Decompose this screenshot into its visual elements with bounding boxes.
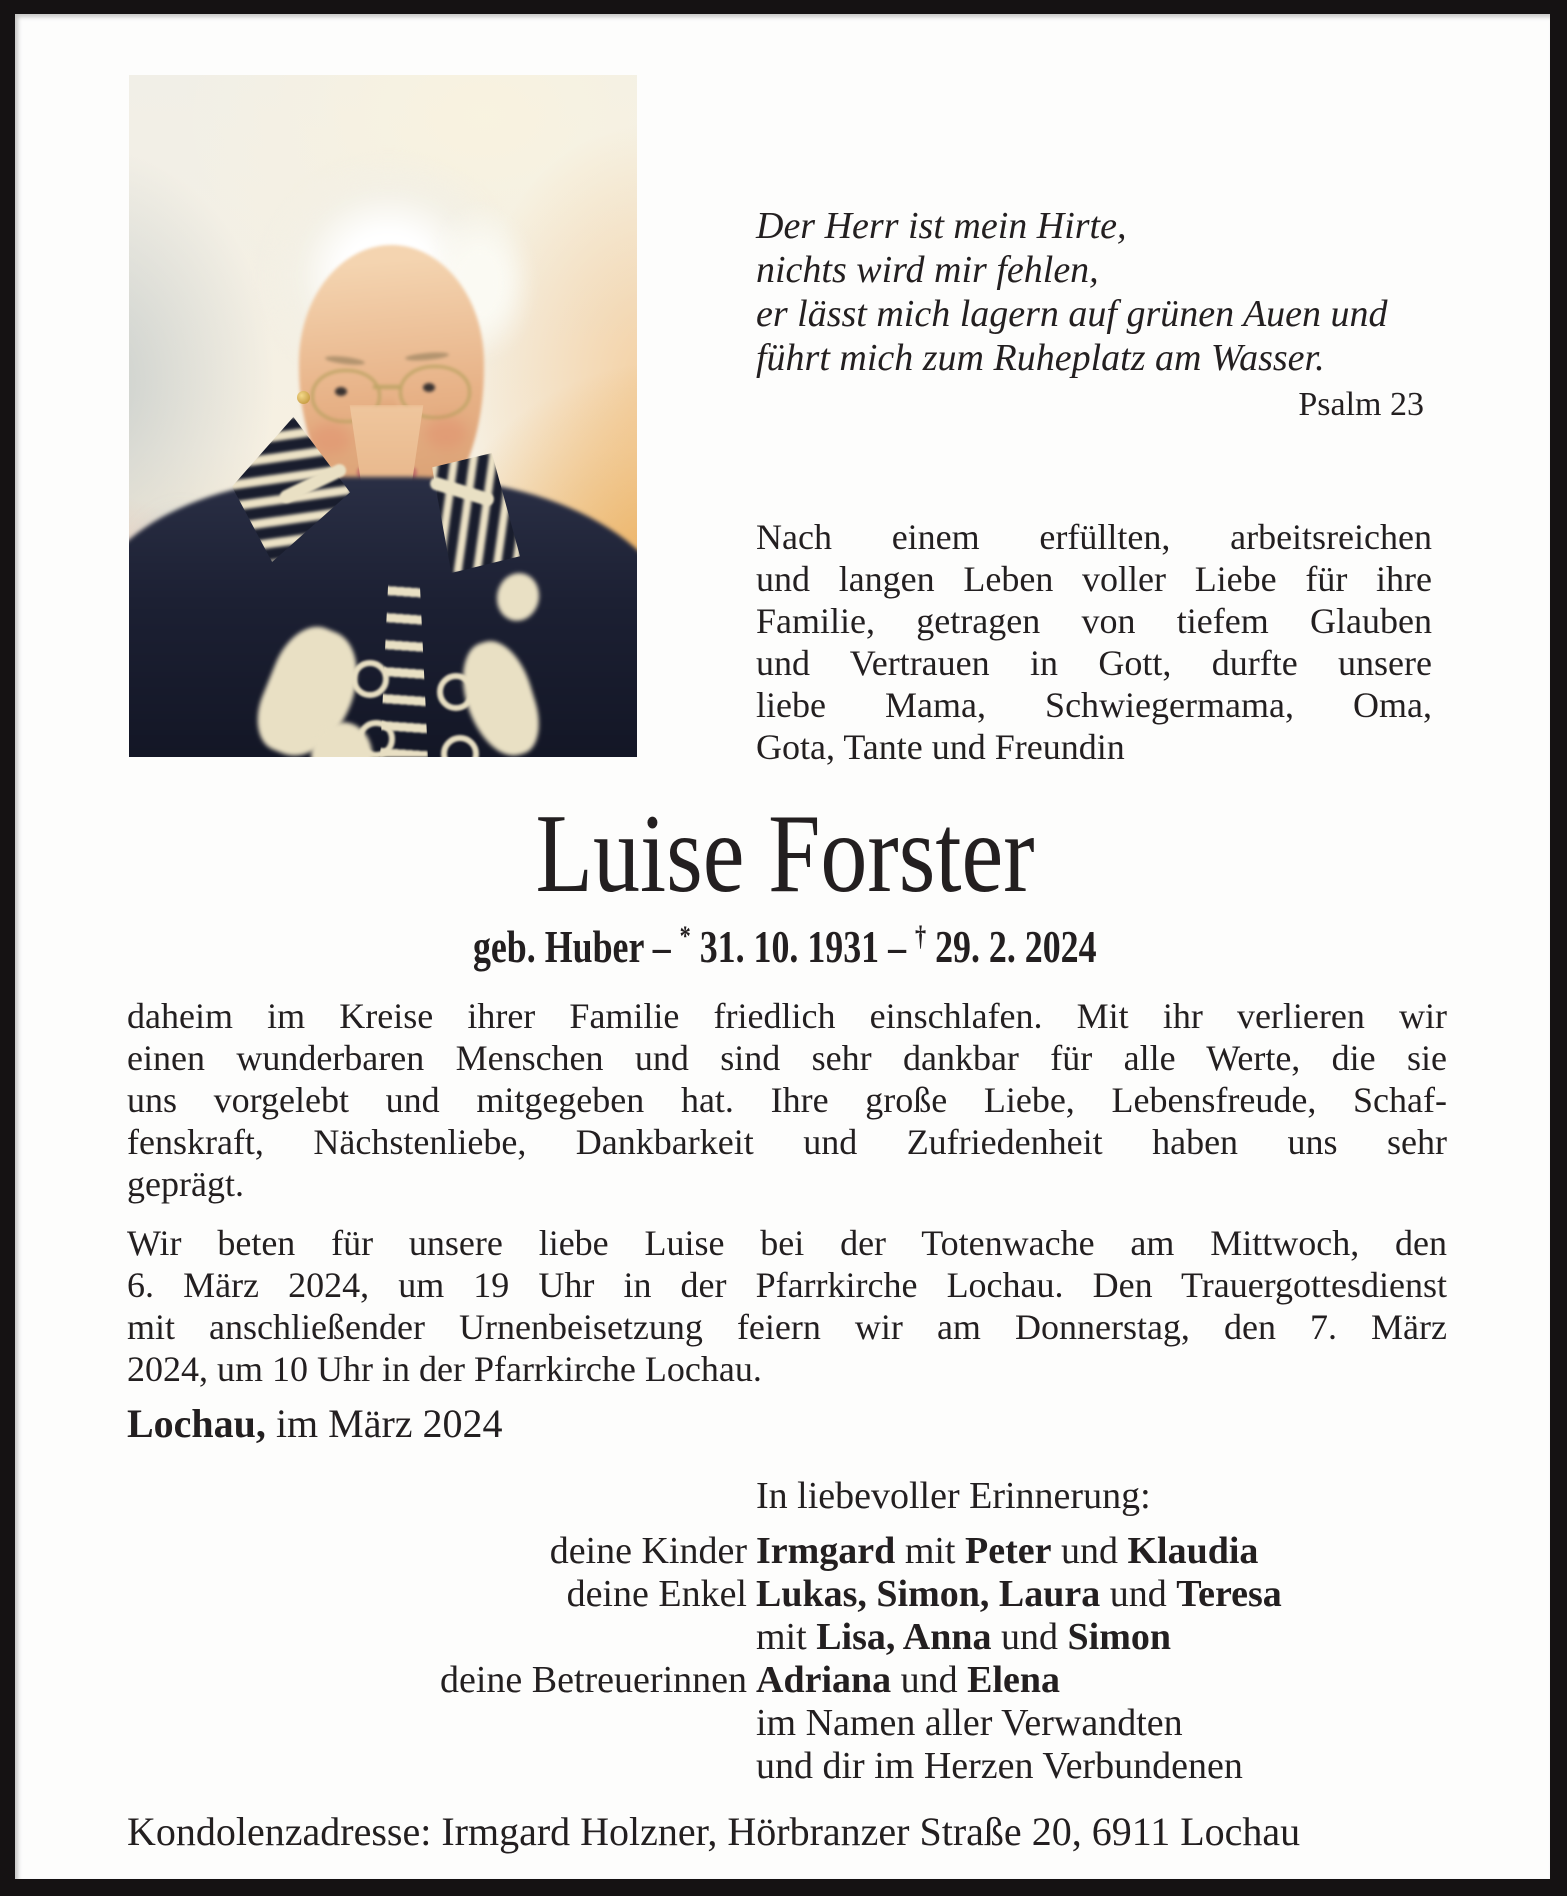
text-line: liebe Mama, Schwiegermama, Oma, — [756, 685, 1432, 725]
memoriam-person-name: Lisa, Anna — [816, 1616, 992, 1658]
memoriam-person-name: Simon — [1067, 1616, 1171, 1658]
earring — [297, 391, 310, 404]
memoriam-person-name: Teresa — [1176, 1573, 1282, 1615]
memoriam-label — [127, 1616, 756, 1659]
text-line: Der Herr ist mein Hirte, — [756, 205, 1127, 247]
memoriam-row — [127, 1530, 1457, 1573]
text-line: Nach einem erfüllten, arbeitsreichen — [756, 517, 1432, 557]
text-line: nichts wird mir fehlen, — [756, 249, 1099, 291]
memoriam-person-name: Peter — [965, 1530, 1052, 1572]
text-line: fenskraft, Nächstenliebe, Dankbarkeit und Zufriedenheit haben uns sehr — [127, 1122, 1447, 1162]
memoriam-title: In liebevoller Erinnerung: — [756, 1475, 1151, 1517]
obituary-paragraph-1 — [127, 995, 1447, 1205]
memoriam-connector-text: mit — [895, 1530, 965, 1572]
psalm-attribution: Psalm 23 — [1298, 386, 1424, 423]
memoriam-person-name: Adriana — [756, 1659, 892, 1701]
memoriam-names — [756, 1573, 1457, 1616]
maiden-name: geb. Huber – — [473, 921, 680, 972]
birth-symbol: * — [679, 921, 691, 953]
dateline-place: Lochau, — [127, 1401, 266, 1446]
memoriam-label: deine Kinder — [549, 1530, 747, 1572]
deceased-name-text: Luise Forster — [535, 792, 1035, 916]
memoriam-person-name: Irmgard — [756, 1530, 896, 1572]
psalm-quote — [756, 204, 1432, 380]
memoriam-row — [127, 1702, 1457, 1745]
portrait-photo — [129, 75, 637, 757]
text-line: Wir beten für unsere liebe Luise bei der Totenwache am Mittwoch, den — [127, 1223, 1447, 1263]
memoriam-connector-text: und — [1051, 1530, 1128, 1572]
memoriam-connector-text: und — [891, 1659, 968, 1701]
memoriam-connector-text: und — [991, 1616, 1068, 1658]
text-line: Gota, Tante und Freundin — [756, 727, 1125, 767]
text-line: Familie, getragen von tiefem Glauben — [756, 601, 1432, 641]
memoriam-row — [127, 1573, 1457, 1616]
text-line: 2024, um 10 Uhr in der Pfarrkirche Lochau. — [127, 1349, 762, 1389]
condolence-line: Kondolenzadresse: Irmgard Holzner, Hörbranzer Straße 20, 6911 Lochau — [127, 1809, 1301, 1854]
memoriam-row — [127, 1659, 1457, 1702]
memoriam-names — [756, 1616, 1457, 1659]
text-line: geprägt. — [127, 1164, 244, 1204]
memoriam-title-row — [127, 1475, 1457, 1518]
eyebrow-left — [325, 355, 366, 367]
memoriam-person-name: Klaudia — [1127, 1530, 1259, 1572]
death-date: 29. 2. 2024 — [926, 921, 1097, 972]
memoriam-names — [756, 1530, 1457, 1573]
birth-date: 31. 10. 1931 – — [690, 921, 916, 972]
text-line: er lässt mich lagern auf grünen Auen und — [756, 293, 1388, 335]
text-line: führt mich zum Ruheplatz am Wasser. — [756, 337, 1325, 379]
memoriam-names — [756, 1745, 1457, 1788]
memoriam-person-name: Lukas, Simon, Laura — [756, 1573, 1101, 1615]
eye-right — [423, 383, 435, 392]
memoriam-connector-text: im Namen aller Verwandten — [756, 1702, 1183, 1744]
cheek-right — [425, 417, 467, 449]
memoriam-label — [127, 1702, 756, 1745]
death-symbol: † — [915, 921, 927, 953]
obituary-paragraph-2 — [127, 1222, 1447, 1390]
memoriam-connector-text: und — [1100, 1573, 1177, 1615]
intro-paragraph — [756, 516, 1432, 768]
glasses-bridge — [373, 385, 401, 389]
eyebrow-right — [405, 351, 449, 362]
memoriam-row — [127, 1745, 1457, 1788]
dateline — [127, 1400, 1447, 1447]
memoriam-block — [127, 1475, 1457, 1788]
memoriam-names — [756, 1659, 1457, 1702]
deceased-name — [125, 792, 1445, 917]
memoriam-row — [127, 1616, 1457, 1659]
text-line: und Vertrauen in Gott, durfte unsere — [756, 643, 1432, 683]
deceased-dates — [125, 920, 1445, 973]
memoriam-names — [756, 1702, 1457, 1745]
memoriam-connector-text: und dir im Herzen Verbundenen — [756, 1745, 1243, 1787]
text-line: daheim im Kreise ihrer Familie friedlich einschlafen. Mit ihr verlieren wir — [127, 996, 1447, 1036]
memoriam-label: deine Betreuerinnen — [439, 1659, 747, 1701]
text-line: uns vorgelebt und mitgegeben hat. Ihre große Liebe, Lebensfreude, Schaf- — [127, 1080, 1447, 1120]
deceased-dates-text — [473, 920, 1097, 973]
dateline-date: im März 2024 — [265, 1401, 503, 1446]
memoriam-rows — [127, 1530, 1457, 1788]
text-line: mit anschließender Urnenbeisetzung feiern wir am Donnerstag, den 7. März — [127, 1307, 1447, 1347]
memoriam-label — [127, 1475, 756, 1518]
text-line: einen wunderbaren Menschen und sind sehr dankbar für alle Werte, die sie — [127, 1038, 1447, 1078]
memoriam-connector-text: mit — [756, 1616, 817, 1658]
text-line: und langen Leben voller Liebe für ihre — [756, 559, 1432, 599]
eye-left — [335, 387, 347, 396]
memoriam-label — [127, 1745, 756, 1788]
memoriam-label: deine Enkel — [566, 1573, 747, 1615]
memoriam-person-name: Elena — [967, 1659, 1061, 1701]
text-line: 6. März 2024, um 19 Uhr in der Pfarrkirche Lochau. Den Trauergottesdienst — [127, 1265, 1447, 1305]
